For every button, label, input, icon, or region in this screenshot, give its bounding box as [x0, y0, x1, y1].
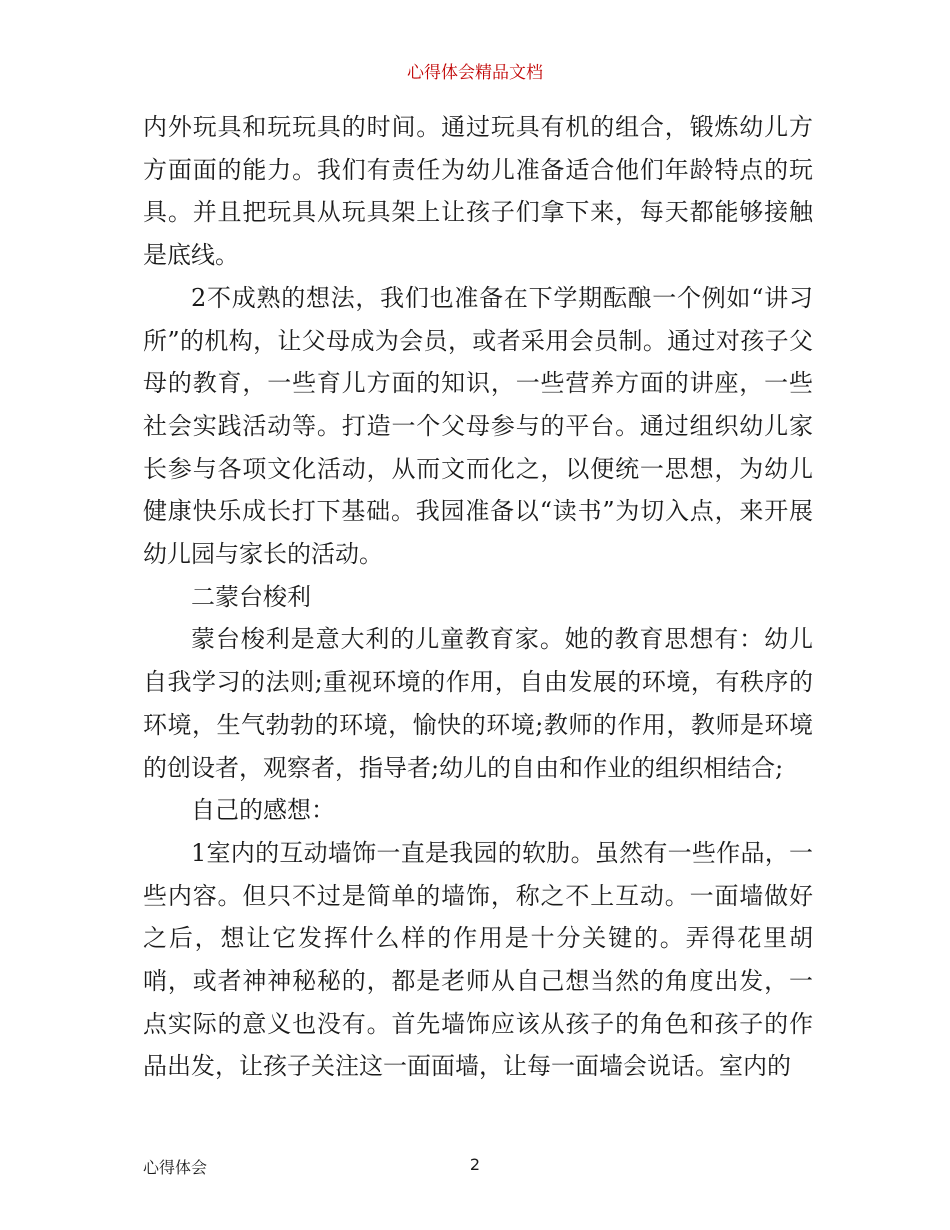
paragraph-reflection-1: 1室内的互动墙饰一直是我园的软肋。虽然有一些作品，一些内容。但只不过是简单的墙饰，称之不上互动。一面墙做好之后，想让它发挥什么样的作用是十分关键的。弄得花里胡哨，或者神神秘秘的，都是老师从自己想当然的角度出发，一点实际的意义也没有。首先墙饰应该从孩子的角色和孩子的作品出发，让孩子关注这一面面墙，让每一面墙会说话。室内的 [143, 838, 813, 1081]
paragraph-idea-2: 2不成熟的想法，我们也准备在下学期酝酿一个例如“讲习所”的机构，让父母成为会员，或者采用会员制。通过对孩子父母的教育，一些育儿方面的知识，一些营养方面的讲座，一些社会实践活动等。打造一个父母参与的平台。通过组织幼儿家长参与各项文化活动，从而文而化之，以便统一思想，为幼儿健康快乐成长打下基础。我园准备以“读书”为切入点，来开展幼儿园与家长的活动。 [143, 283, 813, 569]
paragraph-montessori: 蒙台梭利是意大利的儿童教育家。她的教育思想有：幼儿自我学习的法则;重视环境的作用，自由发展的环境，有秩序的环境，生气勃勃的环境，愉快的环境;教师的作用，教师是环境的创设者，观察者，指导者;幼儿的自由和作业的组织相结合; [143, 625, 813, 782]
document-header-title: 心得体会精品文档 [407, 63, 543, 83]
page-number: 2 [469, 1155, 481, 1174]
footer-label: 心得体会 [143, 1158, 208, 1177]
section-heading-montessori: 二蒙台梭利 [191, 582, 311, 611]
paragraph-continuation: 内外玩具和玩玩具的时间。通过玩具有机的组合，锻炼幼儿方方面面的能力。我们有责任为幼儿准备适合他们年龄特点的玩具。并且把玩具从玩具架上让孩子们拿下来，每天都能够接触是底线。 [143, 113, 813, 270]
document-body [143, 106, 813, 1088]
paragraph-reflection-heading: 自己的感想： [191, 796, 335, 825]
